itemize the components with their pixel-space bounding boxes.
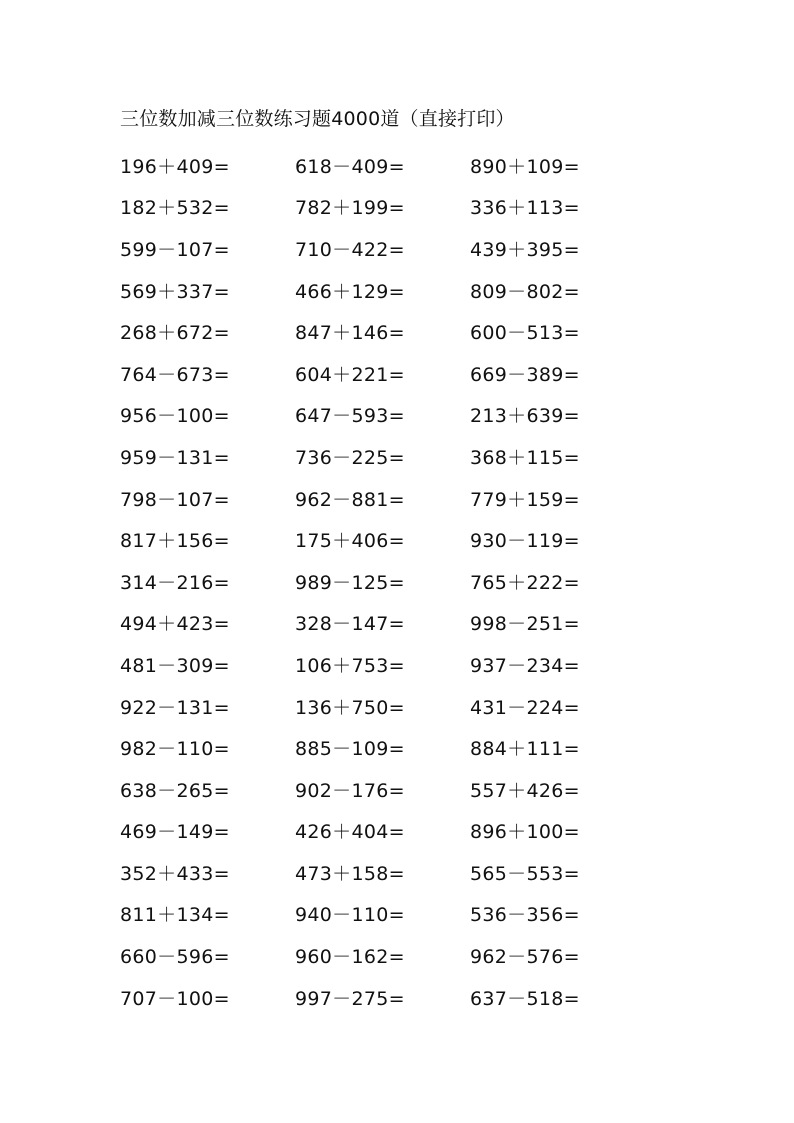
problem-row [120,437,680,479]
arithmetic-problem: 779＋159= [470,488,580,511]
problem-row [120,479,680,521]
arithmetic-problem: 638－265= [120,779,230,802]
arithmetic-problem: 569＋337= [120,280,230,303]
arithmetic-problem: 314－216= [120,571,230,594]
arithmetic-problem: 847＋146= [295,322,405,345]
problem-row [120,728,680,770]
problem-row [120,895,680,937]
arithmetic-problem: 600－513= [470,322,580,345]
arithmetic-problem: 182＋532= [120,197,230,220]
arithmetic-problem: 890＋109= [470,155,580,178]
problem-grid [120,146,680,1019]
arithmetic-problem: 466＋129= [295,280,405,303]
arithmetic-problem: 660－596= [120,946,230,969]
arithmetic-problem: 956－100= [120,405,230,428]
arithmetic-problem: 268＋672= [120,322,230,345]
arithmetic-problem: 884＋111= [470,738,580,761]
problem-row [120,562,680,604]
arithmetic-problem: 962－576= [470,946,580,969]
arithmetic-problem: 106＋753= [295,654,405,677]
arithmetic-problem: 439＋395= [470,238,580,261]
problem-row [120,687,680,729]
arithmetic-problem: 922－131= [120,696,230,719]
arithmetic-problem: 336＋113= [470,197,580,220]
arithmetic-problem: 426＋404= [295,821,405,844]
arithmetic-problem: 885－109= [295,738,405,761]
arithmetic-problem: 902－176= [295,779,405,802]
arithmetic-problem: 565－553= [470,862,580,885]
arithmetic-problem: 469－149= [120,821,230,844]
arithmetic-problem: 599－107= [120,238,230,261]
arithmetic-problem: 930－119= [470,530,580,553]
arithmetic-problem: 937－234= [470,654,580,677]
arithmetic-problem: 764－673= [120,363,230,386]
problem-row [120,271,680,313]
arithmetic-problem: 896＋100= [470,821,580,844]
arithmetic-problem: 352＋433= [120,862,230,885]
arithmetic-problem: 136＋750= [295,696,405,719]
arithmetic-problem: 494＋423= [120,613,230,636]
arithmetic-problem: 196＋409= [120,155,230,178]
arithmetic-problem: 940－110= [295,904,405,927]
arithmetic-problem: 604＋221= [295,363,405,386]
arithmetic-problem: 962－881= [295,488,405,511]
problem-row [120,146,680,188]
arithmetic-problem: 798－107= [120,488,230,511]
arithmetic-problem: 811＋134= [120,904,230,927]
problem-row [120,853,680,895]
arithmetic-problem: 618－409= [295,155,405,178]
arithmetic-problem: 175＋406= [295,530,405,553]
problem-row [120,229,680,271]
arithmetic-problem: 647－593= [295,405,405,428]
arithmetic-problem: 213＋639= [470,405,580,428]
arithmetic-problem: 736－225= [295,446,405,469]
problem-row [120,312,680,354]
arithmetic-problem: 765＋222= [470,571,580,594]
problem-row [120,604,680,646]
problem-row [120,520,680,562]
problem-row [120,188,680,230]
arithmetic-problem: 959－131= [120,446,230,469]
arithmetic-problem: 431－224= [470,696,580,719]
arithmetic-problem: 328－147= [295,613,405,636]
problem-row [120,645,680,687]
arithmetic-problem: 368＋115= [470,446,580,469]
problem-row [120,936,680,978]
arithmetic-problem: 960－162= [295,946,405,969]
problem-row [120,978,680,1020]
arithmetic-problem: 989－125= [295,571,405,594]
arithmetic-problem: 481－309= [120,654,230,677]
problem-row [120,354,680,396]
worksheet-title: 三位数加减三位数练习题4000道（直接打印） [120,108,515,130]
arithmetic-problem: 669－389= [470,363,580,386]
arithmetic-problem: 982－110= [120,738,230,761]
arithmetic-problem: 637－518= [470,987,580,1010]
arithmetic-problem: 782＋199= [295,197,405,220]
arithmetic-problem: 707－100= [120,987,230,1010]
arithmetic-problem: 536－356= [470,904,580,927]
arithmetic-problem: 557＋426= [470,779,580,802]
problem-row [120,396,680,438]
arithmetic-problem: 817＋156= [120,530,230,553]
arithmetic-problem: 809－802= [470,280,580,303]
problem-row [120,812,680,854]
arithmetic-problem: 997－275= [295,987,405,1010]
problem-row [120,770,680,812]
arithmetic-problem: 998－251= [470,613,580,636]
arithmetic-problem: 710－422= [295,238,405,261]
arithmetic-problem: 473＋158= [295,862,405,885]
